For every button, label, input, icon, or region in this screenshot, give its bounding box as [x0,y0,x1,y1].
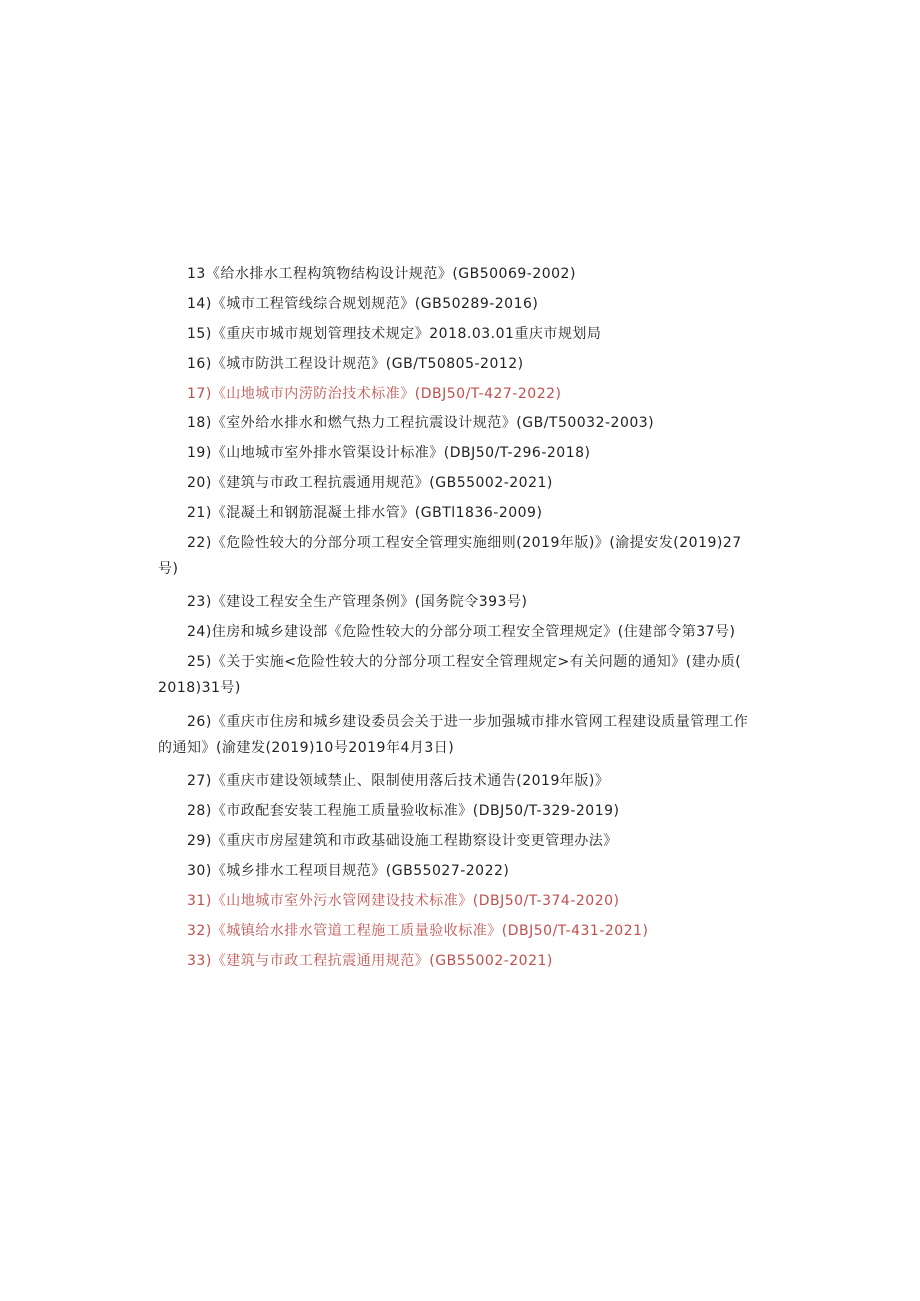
reference-text: 16)《城市防洪工程设计规范》(GB/T50805-2012) [187,356,524,372]
reference-text: 22)《危险性较大的分部分项工程安全管理实施细则(2019年版)》(渝提安发(2019)27 [187,535,742,551]
reference-item-28 [158,798,778,824]
reference-item-20 [158,470,778,496]
reference-text: 25)《关于实施<危险性较大的分部分项工程安全管理规定>有关问题的通知》(建办质( [187,654,742,670]
reference-item-31 [158,888,778,914]
reference-item-16 [158,351,778,377]
reference-item-18 [158,410,778,436]
reference-text: 28)《市政配套安装工程施工质量验收标准》(DBJ50/T-329-2019) [187,803,620,819]
reference-text: 26)《重庆市住房和城乡建设委员会关于进一步加强城市排水管网工程建设质量管理工作 [187,714,749,730]
reference-text: 32)《城镇给水排水管道工程施工质量验收标准》(DBJ50/T-431-2021) [187,923,649,939]
reference-item-19 [158,440,778,466]
reference-item-27 [158,768,778,794]
reference-item-17 [158,381,778,407]
reference-text: 18)《室外给水排水和燃气热力工程抗震设计规范》(GB/T50032-2003) [187,415,655,431]
reference-text: 29)《重庆市房屋建筑和市政基础设施工程勘察设计变更管理办法》 [187,833,618,849]
reference-item-30 [158,858,778,884]
reference-item-29 [158,828,778,854]
reference-text-continued: 号) [158,561,179,577]
reference-text: 24)住房和城乡建设部《危险性较大的分部分项工程安全管理规定》(住建部令第37号) [187,624,736,640]
reference-item-32 [158,918,778,944]
reference-item-33 [158,948,778,974]
reference-text: 19)《山地城市室外排水管渠设计标准》(DBJ50/T-296-2018) [187,445,591,461]
reference-text: 30)《城乡排水工程项目规范》(GB55027-2022) [187,863,510,879]
reference-item-25 [158,649,778,701]
reference-text: 33)《建筑与市政工程抗震通用规范》(GB55002-2021) [187,953,553,969]
reference-item-22 [158,530,778,582]
reference-text-continued: 的通知》(渝建发(2019)10号2019年4月3日) [158,740,455,756]
reference-item-23 [158,589,778,615]
reference-text: 15)《重庆市城市规划管理技术规定》2018.03.01重庆市规划局 [187,326,602,342]
reference-item-13 [158,261,778,287]
reference-text: 13《给水排水工程构筑物结构设计规范》(GB50069-2002) [187,266,576,282]
reference-text: 21)《混凝土和钢筋混凝土排水管》(GBTl1836-2009) [187,505,543,521]
reference-text: 17)《山地城市内涝防治技术标准》(DBJ50/T-427-2022) [187,386,562,402]
reference-item-21 [158,500,778,526]
reference-text: 27)《重庆市建设领域禁止、限制使用落后技术通告(2019年版)》 [187,773,610,789]
reference-text: 23)《建设工程安全生产管理条例》(国务院令393号) [187,594,528,610]
reference-text: 20)《建筑与市政工程抗震通用规范》(GB55002-2021) [187,475,553,491]
reference-text: 31)《山地城市室外污水管网建设技术标准》(DBJ50/T-374-2020) [187,893,620,909]
reference-item-26 [158,709,778,761]
reference-item-15 [158,321,778,347]
reference-item-24 [158,619,778,645]
reference-text-continued: 2018)31号) [158,680,241,696]
reference-item-14 [158,291,778,317]
reference-text: 14)《城市工程管线综合规划规范》(GB50289-2016) [187,296,539,312]
